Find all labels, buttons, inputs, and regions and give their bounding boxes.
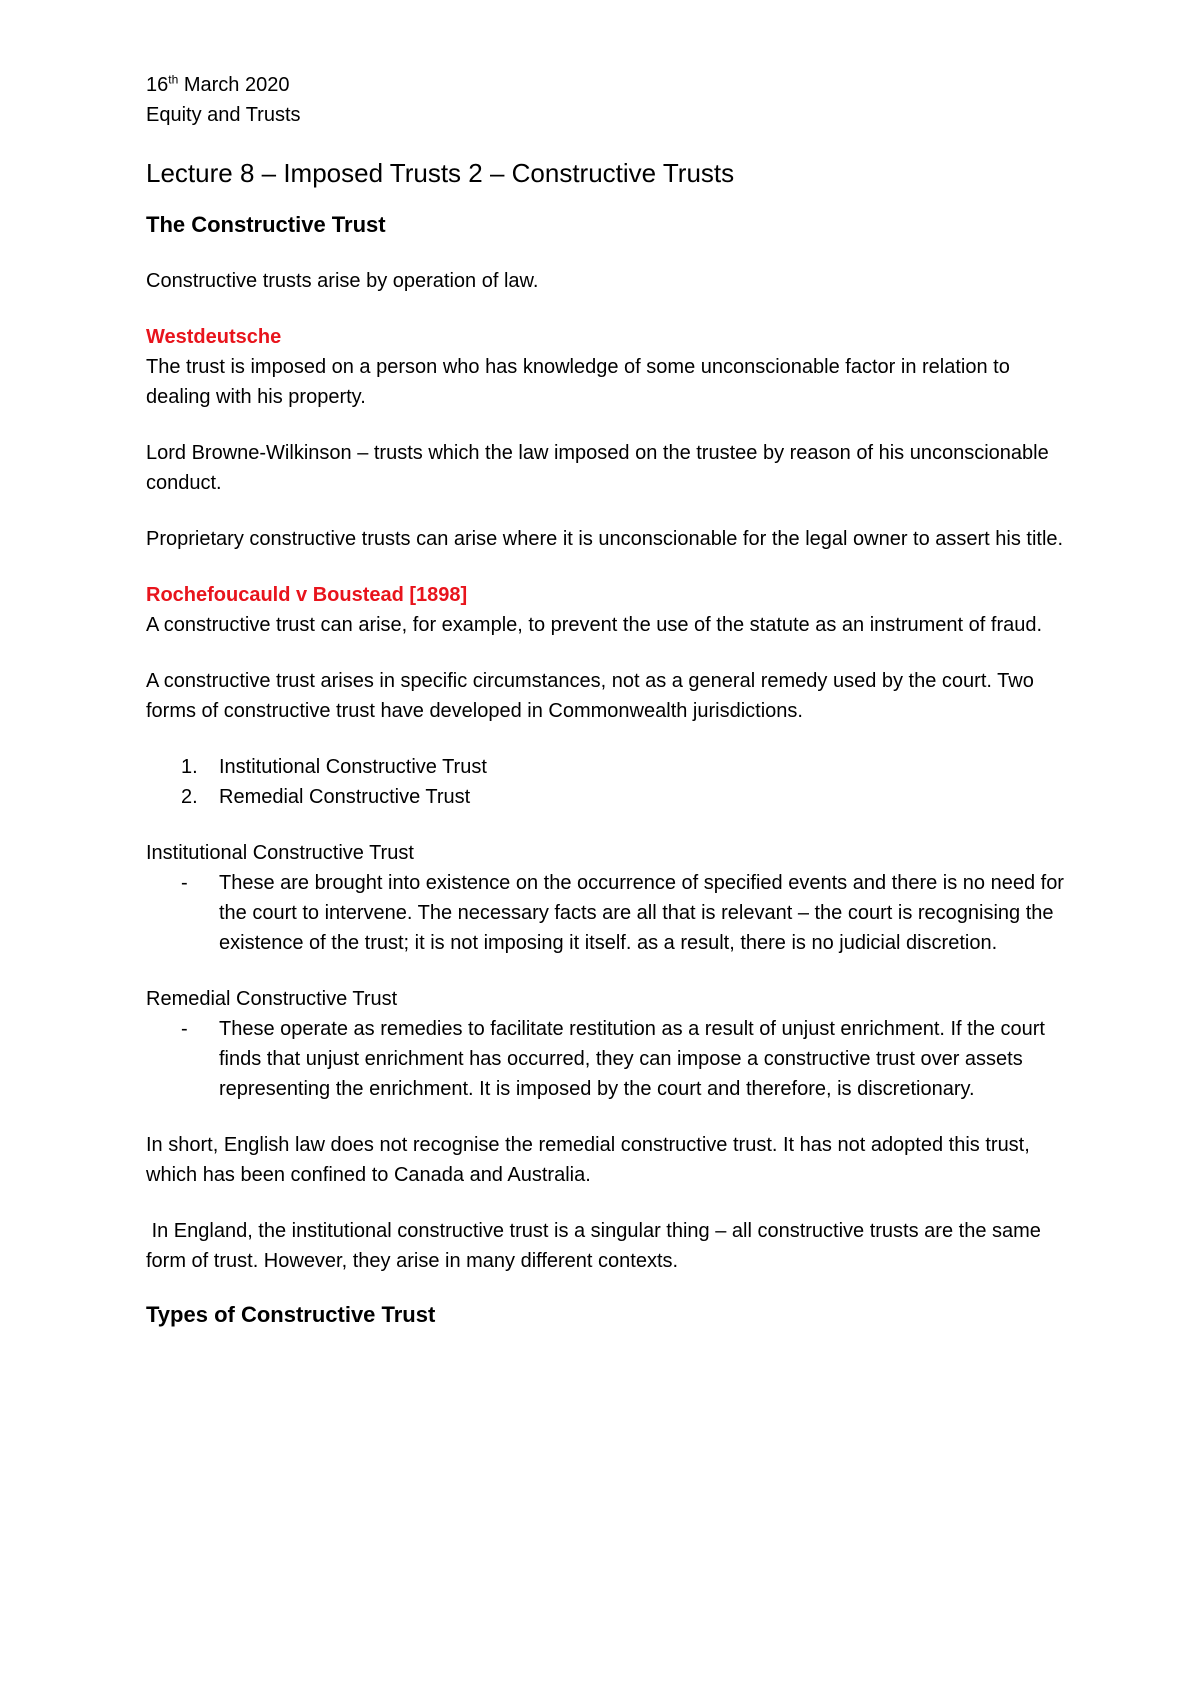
remedial-list	[146, 1014, 1066, 1104]
browne-wilkinson-paragraph: Lord Browne-Wilkinson – trusts which the law imposed on the trustee by reason of his unconscionable conduct.	[146, 442, 1049, 494]
remedial-text: These operate as remedies to facilitate restitution as a result of unjust enrichment. If the court finds that unjust enrichment has occurred, they can impose a constructive trust over assets representing the enrichment. It is imposed by the court and therefore, is discretionary.	[219, 1018, 1045, 1100]
list-item	[146, 1014, 1066, 1104]
page-title: Lecture 8 – Imposed Trusts 2 – Constructive Trusts	[146, 158, 735, 188]
case-name-rochefoucauld: Rochefoucauld v Boustead [1898]	[146, 584, 468, 606]
date-suffix: th	[168, 72, 179, 87]
list-item	[146, 868, 1066, 958]
section-heading-types: Types of Constructive Trust	[146, 1302, 436, 1327]
case-text-rochefoucauld: A constructive trust can arise, for example, to prevent the use of the statute as an instrument of fraud.	[146, 614, 1043, 636]
course-name: Equity and Trusts	[146, 104, 301, 126]
date-day: 16	[146, 74, 169, 96]
forms-list	[146, 752, 1066, 812]
circumstances-paragraph: A constructive trust arises in specific circumstances, not as a general remedy used by the court. Two forms of constructive trust have developed in Commonwealth jurisdictions.	[146, 670, 1034, 722]
institutional-heading: Institutional Constructive Trust	[146, 842, 414, 864]
england-paragraph: In England, the institutional constructive trust is a singular thing – all constructive trusts are the same form of trust. However, they arise in many different contexts.	[146, 1220, 1047, 1272]
list-number: 1.	[181, 756, 198, 778]
list-label: Remedial Constructive Trust	[219, 786, 471, 808]
institutional-text: These are brought into existence on the occurrence of specified events and there is no need for the court to intervene. The necessary facts are all that is relevant – the court is recognising the existence of the trust; it is not imposing it itself. as a result, there is no judicial discretion.	[219, 872, 1064, 954]
list-item	[146, 752, 1066, 782]
section-heading-constructive-trust: The Constructive Trust	[146, 212, 386, 237]
dash-bullet: -	[181, 872, 188, 894]
document-page	[146, 70, 1066, 1330]
list-label: Institutional Constructive Trust	[219, 756, 487, 778]
remedial-heading: Remedial Constructive Trust	[146, 988, 398, 1010]
dash-bullet: -	[181, 1018, 188, 1040]
intro-paragraph: Constructive trusts arise by operation of law.	[146, 270, 539, 292]
case-text-westdeutsche: The trust is imposed on a person who has knowledge of some unconscionable factor in relation to dealing with his property.	[146, 356, 1010, 408]
lecture-date	[146, 70, 1066, 100]
list-item	[146, 782, 1066, 812]
case-name-westdeutsche: Westdeutsche	[146, 326, 282, 348]
institutional-list	[146, 868, 1066, 958]
list-number: 2.	[181, 786, 198, 808]
proprietary-paragraph: Proprietary constructive trusts can arise where it is unconscionable for the legal owner to assert his title.	[146, 528, 1064, 550]
date-rest: March 2020	[178, 74, 290, 96]
short-paragraph: In short, English law does not recognise the remedial constructive trust. It has not adopted this trust, which has been confined to Canada and Australia.	[146, 1134, 1030, 1186]
